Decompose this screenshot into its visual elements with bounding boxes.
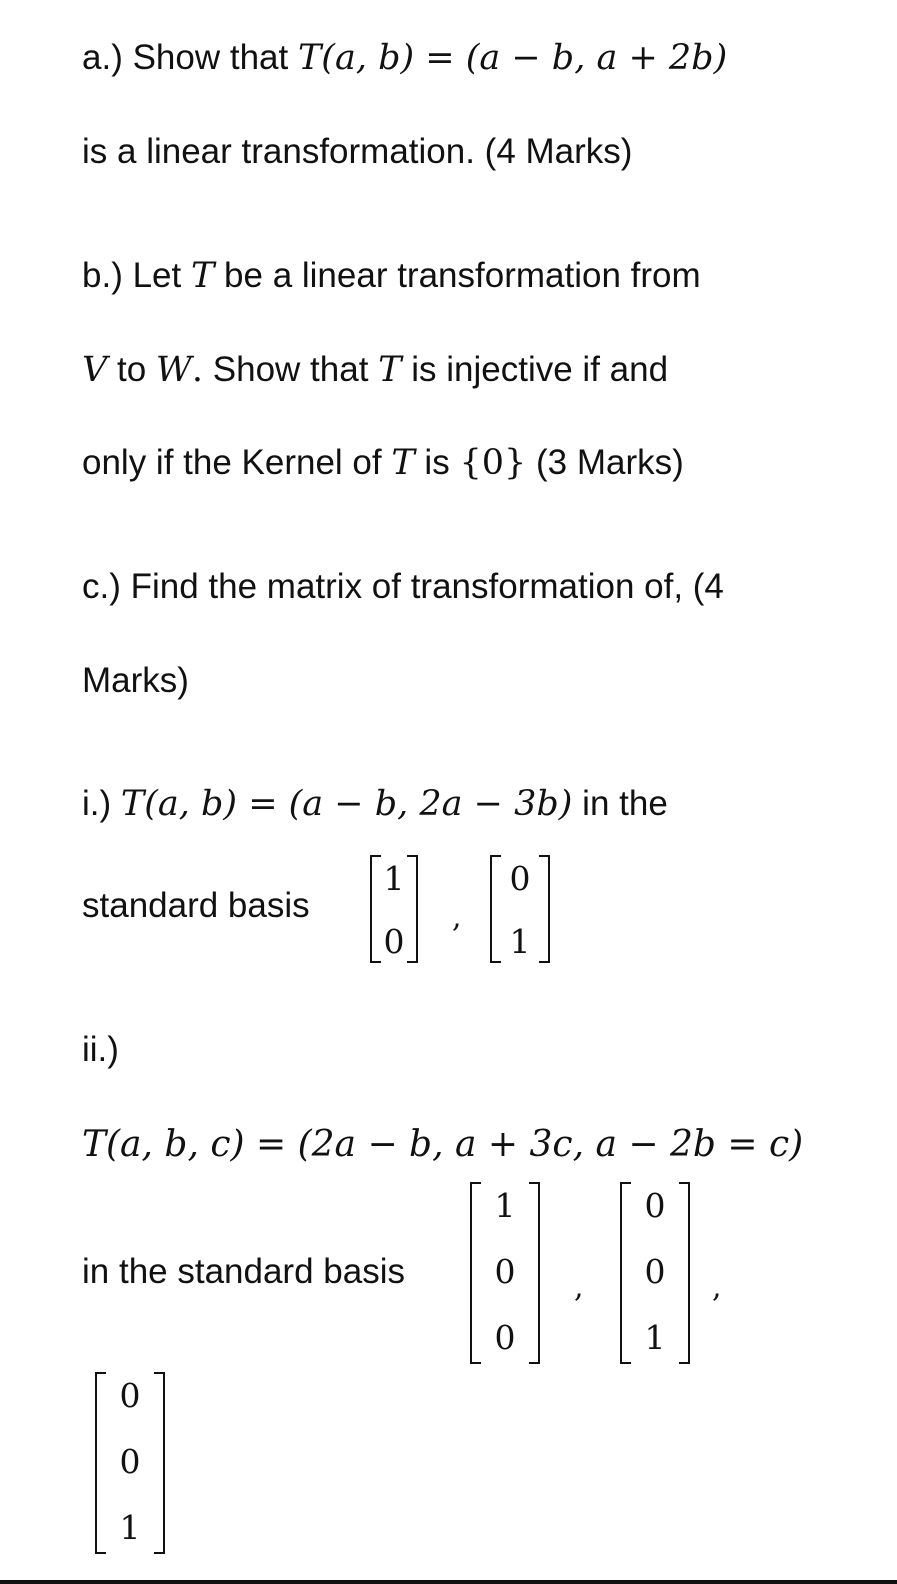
matrix-entry: 0: [509, 859, 531, 898]
sub-i-label: i.): [82, 784, 121, 823]
sub-i-basis-label: standard basis: [82, 886, 310, 925]
sub-ii-basis-vector-3: [95, 1372, 165, 1554]
part-b-text: is: [414, 443, 460, 482]
matrix-entry: 0: [494, 1252, 516, 1291]
matrix-entry: 0: [119, 1442, 141, 1481]
part-a-line-2: is a linear transformation. (4 Marks): [82, 132, 633, 171]
sub-ii-formula-text: T(a, b, c) = (2a − b, a + 3c, a − 2b = c): [82, 1124, 804, 1165]
part-b-text: b.) Let: [82, 256, 191, 295]
part-c-line-2: Marks): [82, 661, 189, 700]
part-b-text: be a linear transformation from: [214, 256, 701, 295]
matrix-entry: 0: [644, 1186, 666, 1225]
part-a-line-1: [82, 38, 727, 78]
sub-ii-comma-2: ,: [712, 1270, 722, 1305]
matrix-entry: 1: [644, 1318, 666, 1357]
math-var-t: T: [378, 350, 402, 390]
part-b-text: is injective if and: [401, 350, 669, 389]
math-var-t: T: [190, 256, 215, 296]
math-dot: .: [191, 350, 204, 390]
sub-ii-comma-1: ,: [574, 1270, 584, 1305]
sub-ii-label: ii.): [82, 1030, 119, 1069]
part-a-formula: T(a, b) = (a − b, a + 2b): [297, 38, 728, 78]
part-a-prefix: a.) Show that: [82, 38, 298, 77]
sub-i-basis-vector-2: [490, 855, 550, 963]
matrix-entry: 0: [383, 922, 405, 961]
part-b-text: to: [107, 350, 156, 389]
part-c-line-1: c.) Find the matrix of transformation of, (4: [82, 567, 724, 606]
part-b-line-3: [82, 443, 684, 483]
sub-i-line-1: [82, 784, 668, 824]
part-b-text: Show that: [203, 350, 379, 389]
part-b-line-1: [82, 256, 701, 296]
math-var-w: W: [155, 350, 192, 390]
math-set-zero: {0}: [459, 443, 527, 483]
sub-ii-basis-vector-1: [470, 1182, 540, 1364]
sub-ii-basis-vector-2: [620, 1182, 690, 1364]
sub-ii-formula: [82, 1123, 803, 1165]
part-b-line-2: [82, 350, 668, 390]
matrix-entry: 1: [383, 859, 405, 898]
matrix-entry: 1: [509, 922, 531, 961]
sub-ii-basis-label: in the standard basis: [82, 1252, 405, 1291]
sub-i-suffix: in the: [572, 784, 668, 823]
matrix-entry: 0: [644, 1252, 666, 1291]
sub-i-comma: ,: [452, 900, 462, 935]
sub-i-formula: T(a, b) = (a − b, 2a − 3b): [120, 784, 573, 824]
math-var-t: T: [391, 443, 415, 483]
matrix-entry: 0: [494, 1318, 516, 1357]
sub-i-basis-vector-1: [370, 855, 418, 963]
matrix-entry: 0: [119, 1376, 141, 1415]
matrix-entry: 1: [494, 1186, 516, 1225]
math-var-v: V: [82, 350, 108, 390]
part-b-marks: (3 Marks): [526, 443, 684, 482]
part-b-text: only if the Kernel of: [82, 443, 392, 482]
bottom-rule: [0, 1580, 897, 1584]
matrix-entry: 1: [119, 1508, 141, 1547]
